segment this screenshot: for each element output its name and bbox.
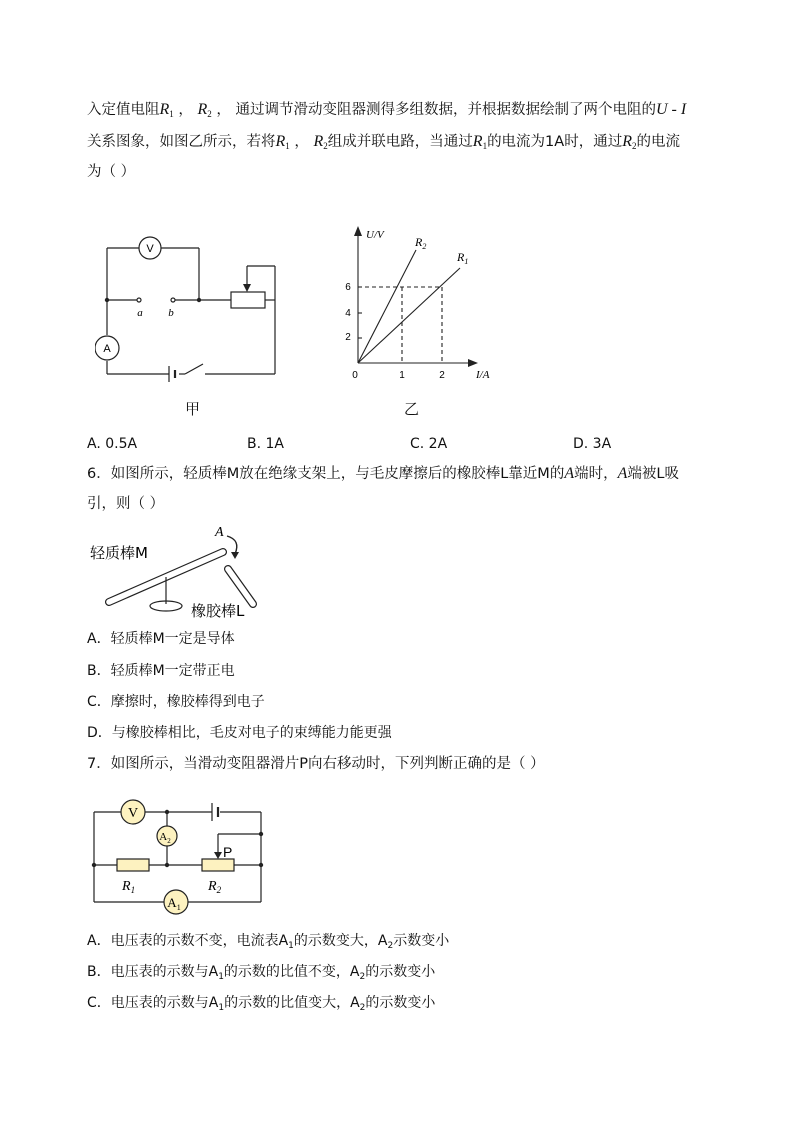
r2-line-label: $R_2$ (415, 235, 427, 251)
figure-q7-circuit (88, 790, 268, 915)
point-a-label: a (137, 307, 143, 319)
q6-stem-line-1: 6．如图所示，轻质棒M放在绝缘支架上，与毛皮摩擦后的橡胶棒L靠近M的A端时，A端被L吸 (87, 465, 679, 482)
figure-jia-caption: 甲 (185, 400, 201, 418)
y-tick-6: 6 (345, 282, 351, 293)
end-a-label: A (215, 525, 224, 540)
x-axis-arrow (468, 359, 478, 367)
voltmeter-label: V (146, 243, 154, 255)
q6-option-b: B．轻质棒M一定带正电 (87, 663, 235, 679)
q7-option-c: C．电压表的示数与$A_1$的示数的比值变大，$A_2$的示数变小 (87, 995, 436, 1013)
q5-stem-text: 入定值电阻 (87, 102, 160, 118)
u-i-symbol: U - I (656, 101, 687, 118)
q7-r1-label: $R_1$ (122, 879, 136, 895)
y-axis-arrow (354, 226, 362, 236)
y-tick-2: 2 (345, 332, 351, 343)
q5-option-a: A. 0.5A (87, 436, 138, 452)
r1-resistor (117, 859, 149, 871)
q7-a2-label: $A_2$ (159, 831, 171, 845)
r2-symbol: $R_2$ (197, 101, 212, 119)
y-axis-label: U/V (366, 229, 384, 241)
slider-p-label: P (223, 844, 233, 860)
q7-voltmeter-label: V (127, 806, 139, 821)
x-axis-label: I/A (476, 369, 490, 381)
q7-r2-label: $R_2$ (208, 879, 222, 895)
r1-line-label: $R_1$ (457, 250, 469, 266)
q5-option-c: C. 2A (410, 436, 448, 452)
slider-p-arrow (214, 852, 222, 859)
rod-m-label: 轻质棒M (90, 544, 148, 562)
q5-option-b: B. 1A (247, 436, 284, 452)
q7-option-a: A．电压表的示数不变，电流表$A_1$的示数变大，$A_2$示数变小 (87, 933, 450, 951)
rod-l-label: 橡胶棒L (191, 602, 245, 620)
attraction-arrow-icon (227, 536, 237, 554)
q5-stem-line-3: 为（ ） (87, 164, 136, 180)
r1-symbol: $R_1$ (159, 101, 174, 119)
q7-a1-label: $A_1$ (167, 895, 181, 912)
slider-arrow (243, 284, 251, 292)
q5-stem-line-1: 入定值电阻$R_1$ ， $R_2$ ， 通过调节滑动变阻器测得多组数据，并根据数据绘制了两个电阻的U - I (87, 101, 687, 119)
figure-jia-circuit (95, 228, 285, 388)
q6-option-c: C．摩擦时，橡胶棒得到电子 (87, 694, 265, 710)
q6-option-d: D．与橡胶棒相比，毛皮对电子的束缚能力能更强 (87, 725, 392, 741)
q6-option-a: A．轻质棒M一定是导体 (87, 631, 235, 647)
y-tick-4: 4 (345, 308, 351, 319)
q7-stem: 7．如图所示，当滑动变阻器滑片P向右移动时，下列判断正确的是（ ） (87, 756, 545, 772)
figure-yi-caption: 乙 (404, 400, 420, 418)
origin-label: 0 (352, 370, 358, 381)
line-r1 (358, 268, 460, 363)
q6-stem-line-2: 引，则（ ） (87, 496, 165, 512)
r2-resistor (202, 859, 234, 871)
x-tick-2: 2 (439, 370, 445, 381)
figure-q6-rods (85, 522, 275, 622)
figure-yi-graph (338, 222, 498, 384)
q5-stem-line-2: 关系图象，如图乙所示，若将$R_1$ ， $R_2$组成并联电路，当通过$R_1$的电流为1A时，通过$R_2$的电流 (87, 133, 680, 151)
q7-option-b: B．电压表的示数与$A_1$的示数的比值不变，$A_2$的示数变小 (87, 964, 436, 982)
point-b-label: b (168, 307, 174, 319)
x-tick-1: 1 (399, 370, 405, 381)
line-r2 (358, 250, 416, 363)
q5-option-d: D. 3A (573, 436, 612, 452)
ammeter-label: A (103, 343, 111, 355)
